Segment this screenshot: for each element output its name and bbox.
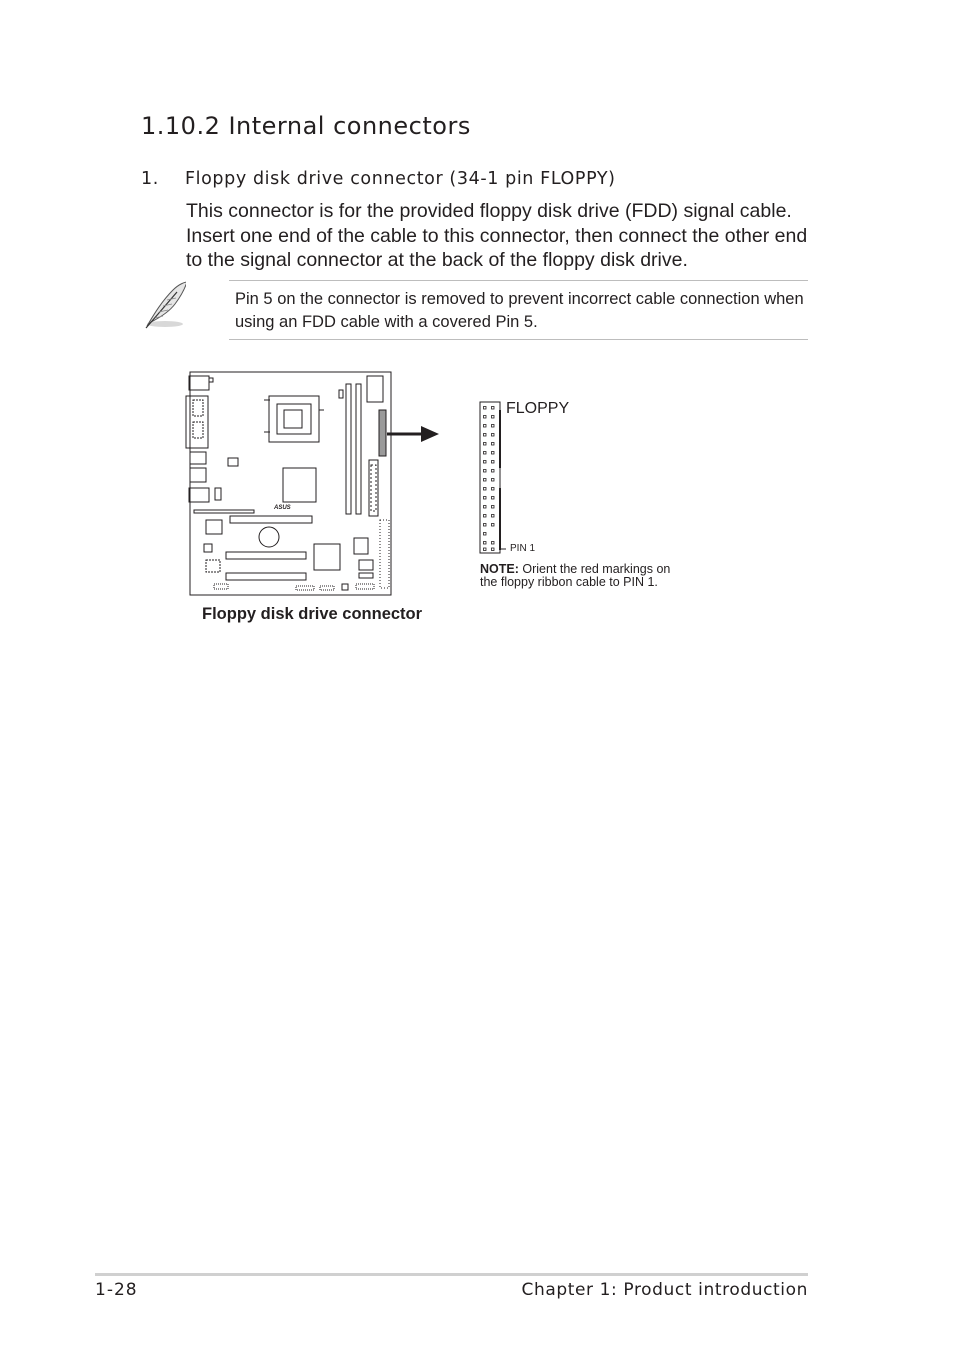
chapter-title: Chapter 1: Product introduction: [521, 1280, 808, 1300]
footer-rule: [95, 1273, 808, 1276]
note-line-1: Orient the red markings on: [522, 562, 671, 576]
note-bottom-rule: [229, 339, 808, 340]
floppy-connector-detail: [478, 400, 508, 558]
motherboard-layout-diagram: [184, 370, 394, 598]
item-number: 1.: [141, 169, 159, 189]
page-number: 1-28: [95, 1280, 138, 1300]
item-heading-text: Floppy disk drive connector (34-1 pin FLOPPY): [185, 169, 616, 189]
item-body: This connector is for the provided floppy disk drive (FDD) signal cable. Insert one end of the cable to this connector, then connect the other end to the signal connector at the back of the floppy disk drive.: [186, 200, 808, 271]
feather-quill-icon: [141, 280, 186, 332]
note-top-rule: [229, 280, 808, 281]
pointer-arrow: [385, 425, 440, 443]
note-line-2: the floppy ribbon cable to PIN 1.: [480, 575, 658, 589]
section-title: 1.10.2 Internal connectors: [141, 112, 471, 140]
floppy-label: FLOPPY: [506, 400, 570, 417]
brand-mark: ASUS: [274, 505, 291, 511]
note-text: Pin 5 on the connector is removed to prevent incorrect cable connection when using an FDD cable with a covered Pin 5.: [235, 290, 804, 331]
pin-1-label: PIN 1: [510, 543, 536, 554]
connector-note: [480, 563, 670, 589]
note-label: NOTE:: [480, 562, 519, 576]
figure-caption: Floppy disk drive connector: [202, 605, 423, 623]
item-heading: [141, 169, 616, 189]
